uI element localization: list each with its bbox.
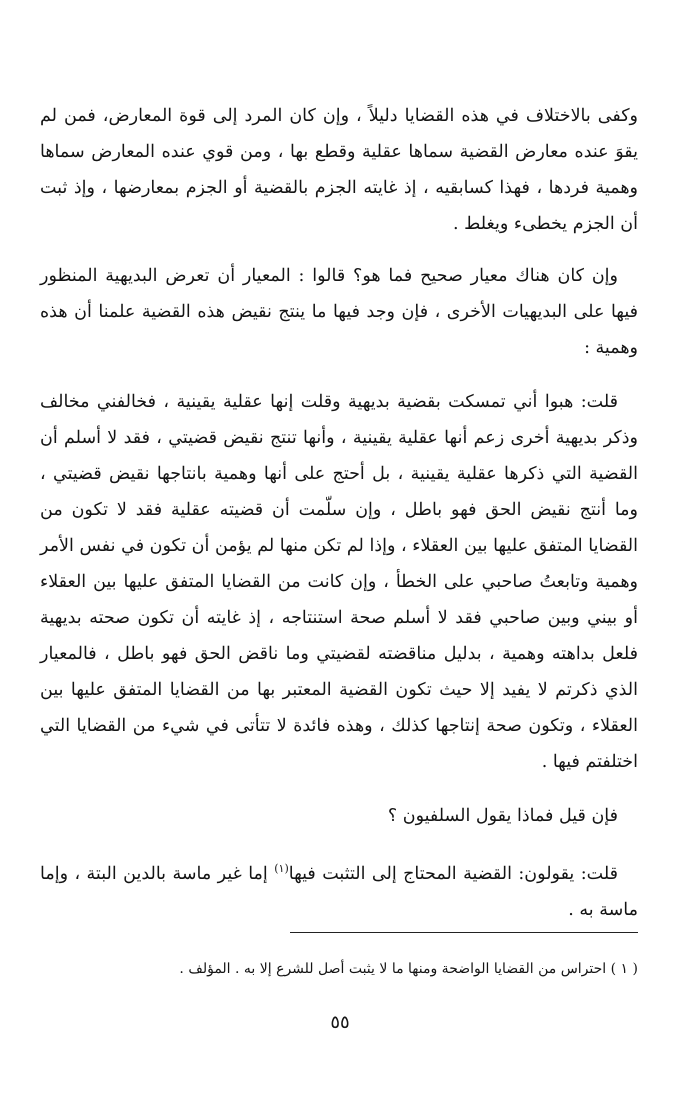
paragraph-text: إما غير ماسة بالدين البتة ، وإما ماسة به .: [40, 864, 638, 920]
paragraph: فإن قيل فماذا يقول السلفيون ؟: [387, 806, 618, 826]
paragraph: وإن كان هناك معيار صحيح فما هو؟ قالوا : المعيار أن تعرض البديهية المنظور فيها على البديهيات الأخرى ، فإن وجد فيها ما ينتج نقيض هذه القضية علمنا أن هذه وهمية :: [40, 266, 638, 358]
paragraph-text: قلت: يقولون: القضية المحتاج إلى التثبت فيها: [288, 864, 618, 884]
footnote-separator: [290, 932, 638, 933]
page-body: [40, 98, 638, 928]
paragraph-with-footnote-ref: [40, 856, 638, 928]
footnote: ( ١ ) احتراس من القضايا الواضحة ومنها ما لا يثبت أصل للشرع إلا به . المؤلف .: [179, 961, 638, 977]
page-number: ٥٥: [330, 1012, 350, 1033]
paragraph: وكفى بالاختلاف في هذه القضايا دليلاً ، وإن كان المرد إلى قوة المعارض، فمن لم يقوَ عنده معارض القضية سماها عقلية وقطع بها ، ومن قوي عنده المعارض سماها وهمية فردها ، فهذا كسابقيه ، إذ غايته الجزم بالقضية أو الجزم بمعارضها ، وإذ ثبت أن الجزم يخطىء ويغلط .: [40, 106, 638, 234]
paragraph: قلت: هبوا أني تمسكت بقضية بديهية وقلت إنها عقلية يقينية ، فخالفني مخالف وذكر بديهية أخرى زعم أنها عقلية يقينية ، وأنها تنتج نقيض قضيتي ، فقد لا أسلم أن القضية التي ذكرها عقلية يقينية ، بل أحتج على أنها وهمية بانتاجها نقيض قضيتي ، وما أنتج نقيض الحق فهو باطل ، وإن سلّمت أن قضيته عقلية فقد لا تكون من القضايا المتفق عليها بين العقلاء ، وإذا لم تكن منها لم يؤمن أن تكون في نفس الأمر وهمية وتابعتُ صاحبي على الخطأ ، وإن كانت من القضايا المتفق عليها بين العقلاء أو بيني وبين صاحبي فقد لا أسلم صحة استنتاجه ، إذ غايته أن تكون صحته بديهية فلعل بداهته وهمية ، بدليل مناقضته لقضيتي وما ناقض الحق فهو باطل ، فالمعيار الذي ذكرتم لا يفيد إلا حيث تكون القضية المعتبر بها من القضايا المتفق عليها بين العقلاء ، وتكون صحة إنتاجها كذلك ، وهذه فائدة لا تتأتى في شيء من القضايا التي اختلفتم فيها .: [40, 392, 638, 772]
footnote-reference[interactable]: (١): [274, 862, 289, 876]
